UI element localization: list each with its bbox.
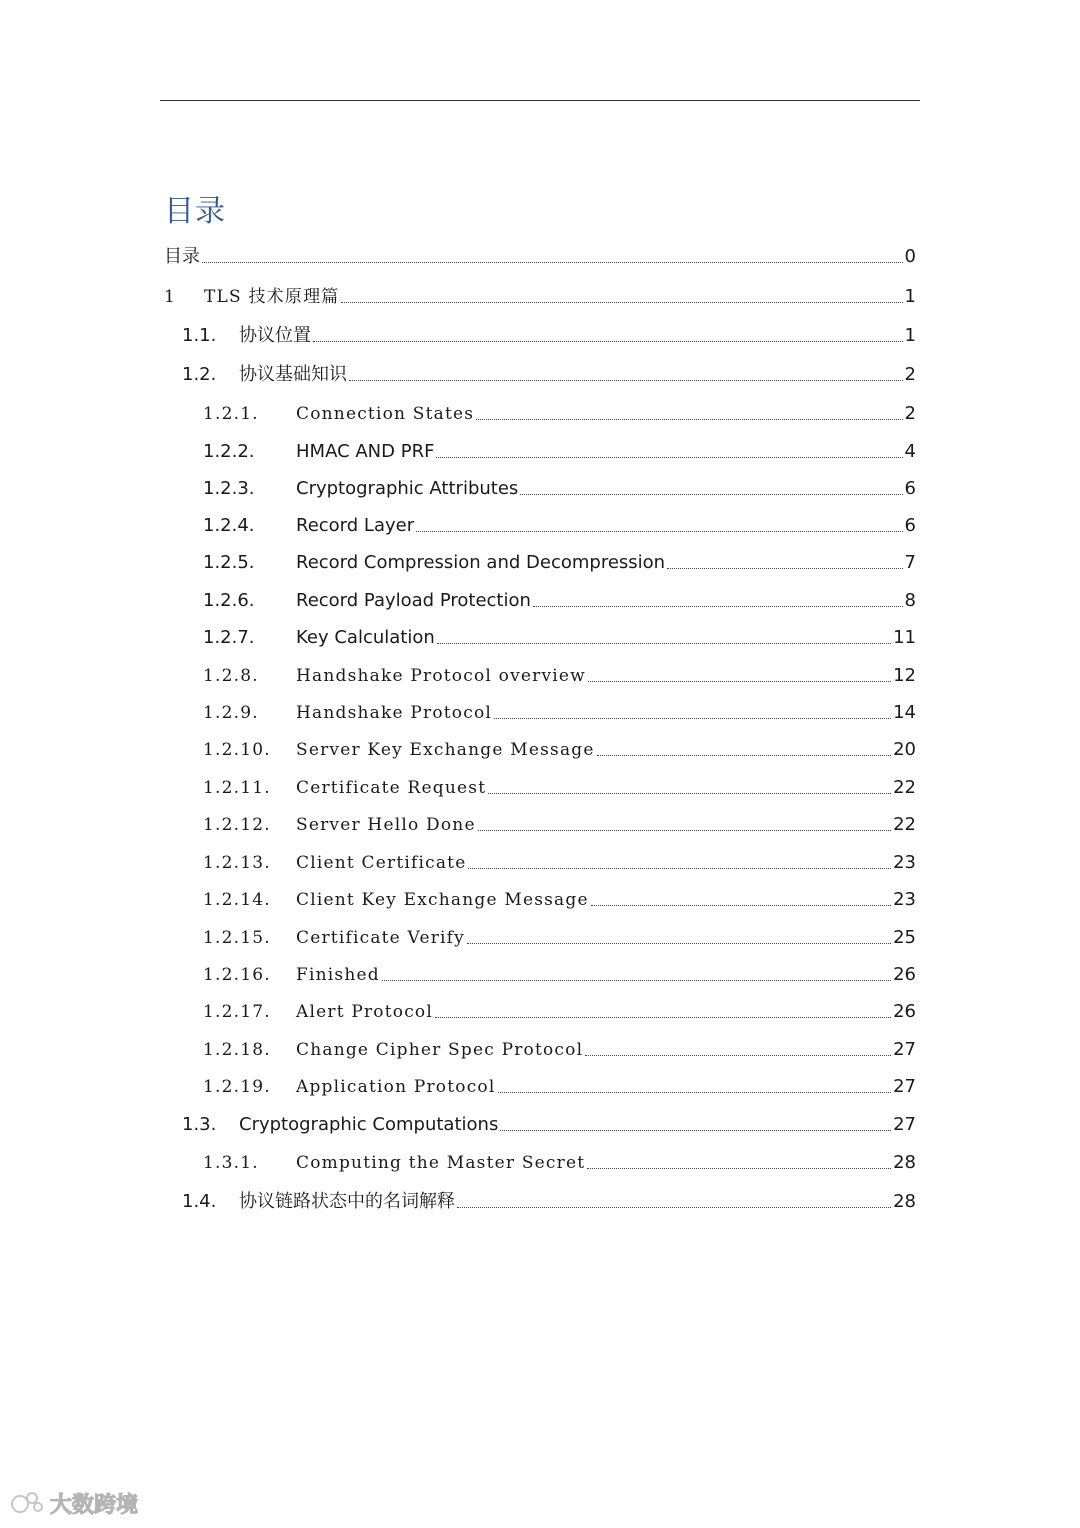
dot-leader: [588, 681, 891, 682]
toc-entry-title: Alert Protocol: [296, 1002, 433, 1022]
toc-entry[interactable]: [164, 1027, 916, 1061]
toc-entry-title: Client Certificate: [296, 853, 467, 873]
toc-entry[interactable]: [164, 1140, 916, 1174]
dot-leader: [476, 419, 902, 420]
toc-entry-title: Cryptographic Attributes: [296, 478, 519, 499]
dot-leader: [520, 494, 902, 495]
toc-entry-title: Certificate Request: [296, 778, 487, 798]
toc-entry[interactable]: [164, 234, 916, 268]
watermark: [10, 1488, 138, 1519]
toc-entry-number: 1.2.19.: [203, 1077, 271, 1097]
toc-entry[interactable]: [164, 840, 916, 874]
toc-entry-number: 1.2.7.: [203, 627, 255, 648]
dot-leader: [591, 905, 891, 906]
toc-entry[interactable]: [164, 503, 916, 537]
toc-entry-page: 27: [893, 1114, 916, 1135]
dot-leader: [467, 943, 891, 944]
toc-entry-title: Server Key Exchange Message: [296, 740, 595, 760]
dot-leader: [478, 830, 891, 831]
toc-entry-title: Certificate Verify: [296, 928, 465, 948]
toc-entry-title: Handshake Protocol: [296, 703, 493, 723]
toc-entry-page: 1: [904, 325, 916, 346]
toc-entry[interactable]: [164, 429, 916, 463]
toc-entry-title: 协议链路状态中的名词解释: [239, 1191, 455, 1212]
toc-entry[interactable]: [164, 540, 916, 574]
toc-entry-number: 1.2.15.: [203, 928, 271, 948]
dot-leader: [498, 1092, 892, 1093]
toc-entry-title: 协议位置: [239, 325, 311, 346]
toc-entry-page: 28: [893, 1191, 916, 1212]
toc-entry-title: Change Cipher Spec Protocol: [296, 1040, 584, 1060]
toc-entry-number: 1.4.: [182, 1191, 217, 1212]
brand-logo-icon: [10, 1489, 44, 1519]
dot-leader: [435, 1017, 891, 1018]
toc-entry-title: Server Hello Done: [296, 815, 476, 835]
toc-entry-number: 1.2.12.: [203, 815, 271, 835]
toc-entry-number: 1.2.6.: [203, 590, 255, 611]
dot-leader: [436, 457, 902, 458]
toc-entry-page: 27: [893, 1076, 916, 1097]
toc-entry-title: HMAC AND PRF: [296, 441, 435, 462]
toc-entry[interactable]: [164, 274, 916, 308]
toc-entry[interactable]: [164, 578, 916, 612]
toc-entry[interactable]: [164, 1102, 916, 1136]
toc-entry-title: TLS 技术原理篇: [204, 287, 340, 307]
toc-entry[interactable]: [164, 727, 916, 761]
toc-entry-number: 1.2.3.: [203, 478, 255, 499]
toc-heading: 目录: [164, 194, 226, 229]
dot-leader: [500, 1130, 891, 1131]
toc-entry-page: 4: [904, 441, 916, 462]
toc-entry-page: 0: [904, 246, 916, 267]
toc-entry-number: 1.2.17.: [203, 1002, 271, 1022]
toc-entry-page: 20: [893, 739, 916, 760]
dot-leader: [313, 341, 903, 342]
dot-leader: [457, 1207, 891, 1208]
watermark-text: 大数跨境: [50, 1493, 139, 1518]
toc-entry[interactable]: [164, 1179, 916, 1213]
toc-entry[interactable]: [164, 915, 916, 949]
dot-leader: [667, 568, 902, 569]
toc-entry[interactable]: [164, 653, 916, 687]
dot-leader: [494, 718, 891, 719]
toc-entry[interactable]: [164, 352, 916, 386]
toc-entry-title: Key Calculation: [296, 627, 435, 648]
toc-entry-page: 14: [893, 702, 916, 723]
toc-entry-title: 协议基础知识: [239, 364, 347, 385]
toc-entry-title: Record Layer: [296, 515, 415, 536]
toc-entry-title: Computing the Master Secret: [296, 1153, 586, 1173]
toc-entry-number: 1.2.18.: [203, 1040, 271, 1060]
toc-entry-number: 1.3.1.: [203, 1153, 259, 1173]
toc-entry-page: 23: [893, 889, 916, 910]
toc-entry-page: 8: [904, 590, 916, 611]
toc-entry-page: 22: [893, 777, 916, 798]
toc-entry[interactable]: [164, 802, 916, 836]
toc-entry-number: 1.2.13.: [203, 853, 271, 873]
dot-leader: [488, 793, 891, 794]
toc-entry-number: 1.2.14.: [203, 890, 271, 910]
dot-leader: [597, 755, 891, 756]
dot-leader: [587, 1168, 891, 1169]
toc-entry-page: 26: [893, 964, 916, 985]
toc-entry-number: 1.2.9.: [203, 703, 259, 723]
toc-entry[interactable]: [164, 391, 916, 425]
toc-entry-title: Record Payload Protection: [296, 590, 531, 611]
toc-entry[interactable]: [164, 690, 916, 724]
toc-entry[interactable]: [164, 1064, 916, 1098]
toc-entry-number: 1.2.1.: [203, 404, 259, 424]
toc-entry-number: 1.2.2.: [203, 441, 255, 462]
toc-entry-page: 12: [893, 665, 916, 686]
toc-entry-page: 26: [893, 1001, 916, 1022]
toc-entry-page: 6: [904, 515, 916, 536]
toc-entry[interactable]: [164, 989, 916, 1023]
toc-entry-number: 1.2.10.: [203, 740, 271, 760]
toc-entry-title: Cryptographic Computations: [239, 1114, 499, 1135]
toc-entry-number: 1.2.11.: [203, 778, 271, 798]
toc-entry-number: 1.2.: [182, 364, 217, 385]
toc-entry[interactable]: [164, 877, 916, 911]
toc-entry-number: 1.2.4.: [203, 515, 255, 536]
toc-entry-number: 1.1.: [182, 325, 217, 346]
header-rule: [160, 100, 920, 101]
toc-entry-page: 27: [893, 1039, 916, 1060]
toc-entry-page: 7: [904, 552, 916, 573]
toc-entry-title: Finished: [296, 965, 380, 985]
toc-entry-page: 23: [893, 852, 916, 873]
toc-entry-page: 25: [893, 927, 916, 948]
dot-leader: [349, 380, 903, 381]
toc-entry-page: 6: [904, 478, 916, 499]
toc-entry-page: 1: [904, 286, 916, 307]
dot-leader: [437, 643, 891, 644]
toc-entry-number: 1.2.16.: [203, 965, 271, 985]
toc-entry[interactable]: [164, 466, 916, 500]
dot-leader: [585, 1055, 891, 1056]
toc-entry-page: 28: [893, 1152, 916, 1173]
toc-entry-page: 2: [904, 364, 916, 385]
toc-entry-number: 1: [164, 287, 177, 307]
dot-leader: [416, 531, 902, 532]
toc-entry-page: 22: [893, 814, 916, 835]
toc-entry-title: Handshake Protocol overview: [296, 666, 586, 686]
dot-leader: [202, 262, 903, 263]
dot-leader: [341, 302, 902, 303]
toc-entry-title: Record Compression and Decompression: [296, 552, 666, 573]
dot-leader: [533, 606, 903, 607]
toc-entry-title: 目录: [164, 246, 200, 267]
toc-entry[interactable]: [164, 615, 916, 649]
toc-entry-number: 1.2.8.: [203, 666, 259, 686]
toc-entry-number: 1.2.5.: [203, 552, 255, 573]
dot-leader: [468, 868, 891, 869]
toc-entry-number: 1.3.: [182, 1114, 217, 1135]
toc-entry-page: 2: [904, 403, 916, 424]
toc-entry-title: Connection States: [296, 404, 475, 424]
dot-leader: [382, 980, 891, 981]
toc-entry-page: 11: [893, 627, 916, 648]
toc-entry[interactable]: [164, 765, 916, 799]
toc-entry[interactable]: [164, 313, 916, 347]
toc-entry-title: Client Key Exchange Message: [296, 890, 589, 910]
toc-entry[interactable]: [164, 952, 916, 986]
toc-entry-title: Application Protocol: [296, 1077, 496, 1097]
